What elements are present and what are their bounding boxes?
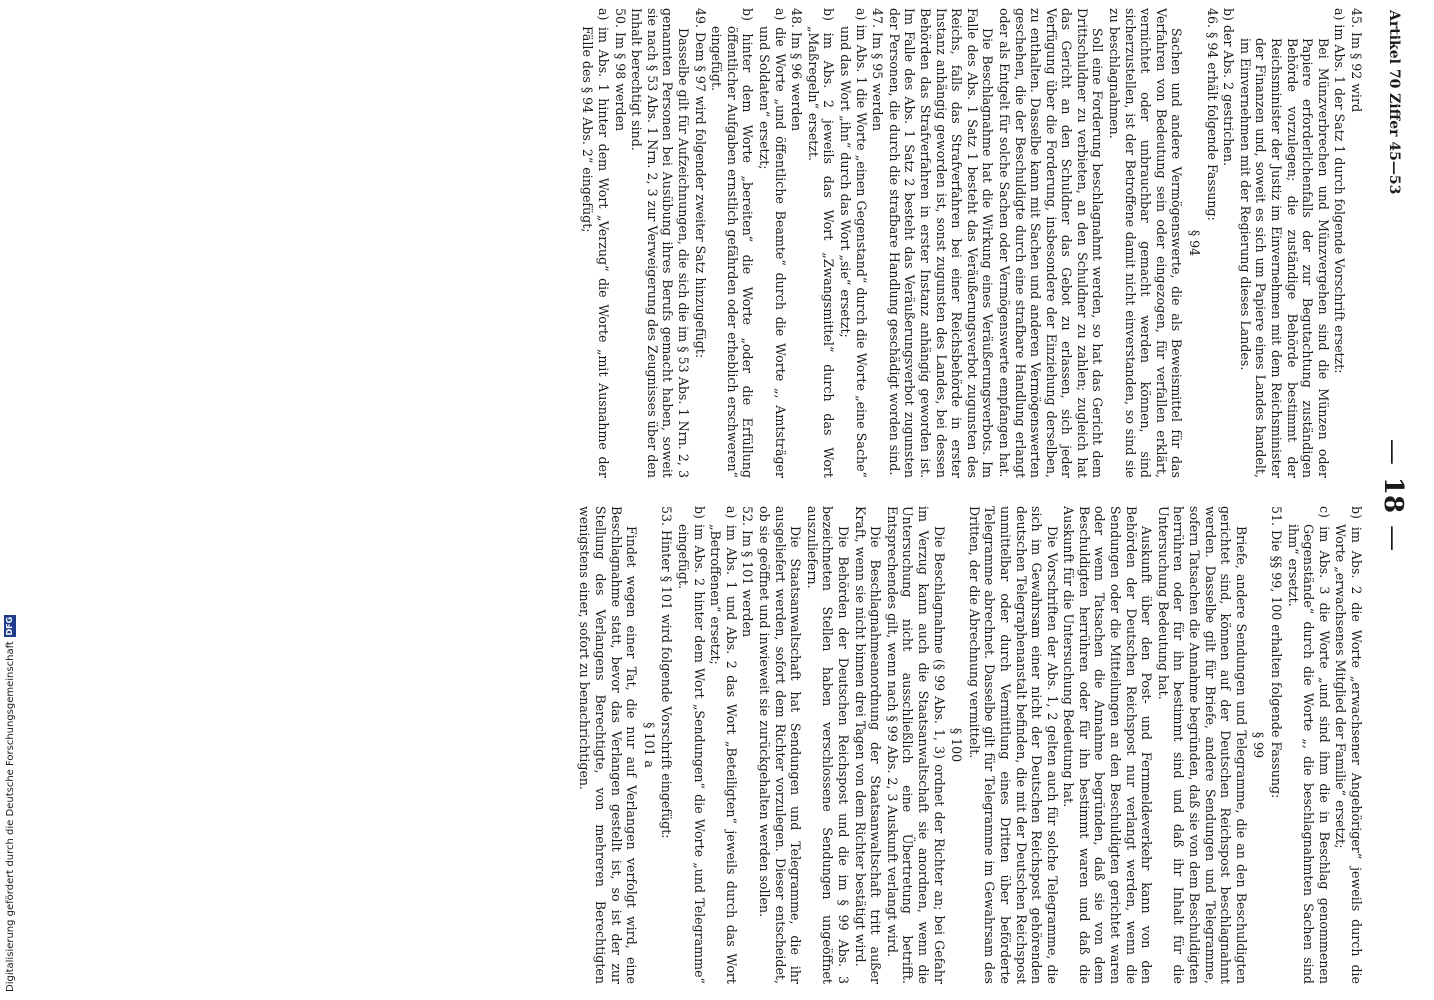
paragraph: Die Vorschriften der Abs. 1, 2 gelten auch für solche Telegramme, die sich im Gewahrsam einer nicht der Deutschen Reichspost gehörenden deutschen Telegraphenanstalt befinden, die mit der Deutschen Reichspost unmittelbar oder durch Vermittlung eines Dritten über beförderte Telegramme abrechnet. Dasselbe gilt für Telegramme im Gewahrsam des Dritten, der die Abrechnung vermittelt. [966, 506, 1060, 984]
paragraph: Die Staatsanwaltschaft hat Sendungen und Telegramme, die ihr ausgeliefert werden, sofort dem Richter vorzulegen. Dieser entscheidet, ob sie geöffnet und inwieweit sie zurückgehalten werden sollen. [757, 506, 804, 984]
paragraph: a) im Abs. 1 und Abs. 2 das Wort „Beteiligten“ jeweils durch das Wort „Betroffenen“ ersetzt; [708, 506, 739, 984]
paragraph: Sachen und andere Vermögenswerte, die als Beweismittel für das Verfahren von Bedeutung sein oder eingezogen, für verfallen erklärt, vernichtet oder unbrauchbar gemacht werden können, sind sicherzustellen, ist der Betroffene damit nicht einverstanden, so sind sie zu beschlagnahmen. [1107, 8, 1185, 478]
paragraph: a) die Worte „und öffentliche Beamte“ durch die Worte „, Amtsträger und Soldaten“ ersetzt; [757, 8, 788, 478]
paragraph: 46. § 94 erhält folgende Fassung: [1204, 8, 1220, 221]
paragraph: Die Beschlagnahme (§ 99 Abs. 1, 3) ordnet der Richter an; bei Gefahr im Verzug kann auch die Staatsanwaltschaft sie anordnen, wenn die Untersuchung nicht ausschließlich eine Übertretung betrifft. Entsprechendes gilt, wenn nach § 99 Abs. 2, 3 Auskunft verlangt wird. [884, 506, 947, 984]
dfg-logo-icon: DFG [5, 616, 14, 636]
right-column [576, 506, 1364, 984]
paragraph: 53. Hinter § 101 wird folgende Vorschrift eingefügt: [659, 506, 675, 839]
paragraph: 50. Im § 98 werden [612, 8, 628, 132]
paragraph: a) im Abs. 1 die Worte „einen Gegenstand“ durch die Worte „eine Sache“ und das Wort „ihn“ durch das Wort „sie“ ersetzt; [838, 8, 869, 478]
paragraph: b) im Abs. 2 hinter dem Wort „Sendungen“ die Worte „und Telegramme“ eingefügt. [676, 506, 707, 984]
paragraph: Die Behörden der Deutschen Reichspost und die im § 99 Abs. 3 bezeichneten Stellen haben verschlossene Sendungen ungeöffnet auszuliefern. [804, 506, 851, 984]
paragraph: Auskunft über den Post- und Fernmeldeverkehr kann von den Behörden der Deutschen Reichspost nur verlangt werden, wenn die Sendungen oder die Mitteilungen an den Beschuldigten gerichtet waren oder wenn Tatsachen die Annahme begründen, daß sie von dem Beschuldigten herrühren oder für ihn bestimmt waren und daß die Auskunft für die Untersuchung Bedeutung hat. [1061, 506, 1155, 984]
paragraph: a) im Abs. 1 der Satz 1 durch folgende Vorschrift ersetzt: [1332, 8, 1348, 374]
dash-left: — [1378, 438, 1408, 465]
paragraph: c) im Abs. 3 die Worte „und sind ihm die in Beschlag genommenen Gegenstände“ durch die Worte „, die beschlagnahmten Sachen sind ihm“ ersetzt. [1285, 506, 1332, 984]
paragraph: 52. Im § 101 werden [740, 506, 756, 638]
section-heading: § 99 [1251, 731, 1267, 759]
section-heading: § 101 a [641, 722, 657, 768]
paragraph: Die Beschlagnahme hat die Wirkung eines Veräußerungsverbots. Im Falle des Abs. 1 Satz 1 besteht das Veräußerungsverbot zugunsten des Reichs, falls das Strafverfahren bei einer Reichsbehörde in erster Instanz anhängig geworden ist, sonst zugunsten des Landes, bei dessen Behörden das Strafverfahren in erster Instanz anhängig geworden ist. Im Falle des Abs. 1 Satz 2 besteht das Veräußerungsverbot zugunsten der Personen, die durch die strafbare Handlung geschädigt worden sind. [886, 8, 996, 478]
paragraph: Findet wegen einer Tat, die nur auf Verlangen verfolgt wird, eine Beschlagnahme statt, bevor das Verlangen gestellt ist, so ist der zur Stellung des Verlangens Berechtigte, von mehreren Berechtigten wenigstens einer, sofort zu benachrichtigen. [577, 506, 640, 984]
paragraph: b) im Abs. 2 jeweils das Wort „Zwangsmittel“ durch das Wort „Maßregeln“ ersetzt. [805, 8, 837, 478]
running-title: Artikel 70 Ziffer 45—53 [1386, 10, 1402, 195]
paragraph: Soll eine Forderung beschlagnahmt werden, so hat das Gericht dem Drittschuldner zu verbieten, an den Schuldner zu zahlen; zugleich hat das Gericht an den Schuldner das Gebot zu erlassen, sich jeder Verfügung über die Forderung, insbesondere der Einziehung derselben, zu enthalten. Dasselbe kann mit Sachen und anderen Vermögenswerten geschehen, die der Beschuldigte durch eine strafbare Handlung erlangt oder als Entgelt für solche Sachen oder Vermögenswerte empfangen hat. [996, 8, 1106, 478]
paragraph: 47. Im § 95 werden [870, 8, 886, 132]
paragraph: 48. Im § 96 werden [789, 8, 805, 132]
section-heading: § 94 [1187, 229, 1203, 257]
paragraph: Dasselbe gilt für Aufzeichnungen, die sich die im § 53 Abs. 1 Nrn. 2, 3 genannten Personen bei Ausübung ihres Berufs gemacht haben, soweit sie nach § 53 Abs. 1 Nrn. 2, 3 zur Verweigerung des Zeugnisses über den Inhalt berechtigt sind. [629, 8, 692, 478]
dash-right: — [1378, 525, 1408, 552]
digitization-credit [2, 600, 18, 992]
paragraph: Die Beschlagnahmeanordnung der Staatsanwaltschaft tritt außer Kraft, wenn sie nicht binnen drei Tagen von dem Richter bestätigt wird. [852, 506, 884, 984]
page-number-line [1378, 10, 1408, 980]
paragraph: 45. Im § 92 wird [1349, 8, 1364, 113]
section-heading: § 100 [949, 727, 965, 763]
paragraph: a) im Abs. 1 hinter dem Wort „Verzug“ die Worte „mit Ausnahme der Fälle des § 94 Abs. 2“ eingefügt; [580, 8, 612, 478]
paragraph: b) hinter dem Worte „bereiten“ die Worte „oder die Erfüllung öffentlicher Aufgaben ernstlich gefährden oder erheblich erschweren“ eingefügt. [709, 8, 756, 478]
left-column [579, 8, 1364, 478]
page-header [1368, 10, 1408, 980]
paragraph: 49. Dem § 97 wird folgender zweiter Satz hinzugefügt: [692, 8, 708, 359]
credit-text: Digitalisierung gefördert durch die Deutsche Forschungsgemeinschaft [4, 641, 16, 992]
page-number: 18 [1378, 476, 1408, 514]
paragraph: b) im Abs. 2 die Worte „erwachsener Angehöriger“ jeweils durch die Worte „erwachsenes Mitglied der Familie“ ersetzt; [1333, 506, 1364, 984]
paragraph: 51. Die §§ 99, 100 erhalten folgende Fassung: [1269, 506, 1285, 799]
paragraph: Bei Münzverbrechen und Münzvergehen sind die Münzen oder Papiere erforderlichenfalls der zur Begutachtung zuständigen Behörde vorzulegen; die zuständige Behörde bestimmt der Reichsminister der Justiz im Einvernehmen mit dem Reichsminister der Finanzen und, soweit es sich um Papiere eines Landes handelt, im Einvernehmen mit der Regierung dieses Landes. [1237, 38, 1331, 478]
paragraph: b) der Abs. 2 gestrichen. [1221, 8, 1237, 166]
paragraph: Briefe, andere Sendungen und Telegramme, die an den Beschuldigten gerichtet sind, können auf der Deutschen Reichspost beschlagnahmt werden. Dasselbe gilt für Briefe, andere Sendungen und Telegramme, sofern Tatsachen die Annahme begründen, daß sie von dem Beschuldigten herrühren oder für ihn bestimmt sind und daß ihr Inhalt für die Untersuchung Bedeutung hat. [1155, 506, 1249, 984]
